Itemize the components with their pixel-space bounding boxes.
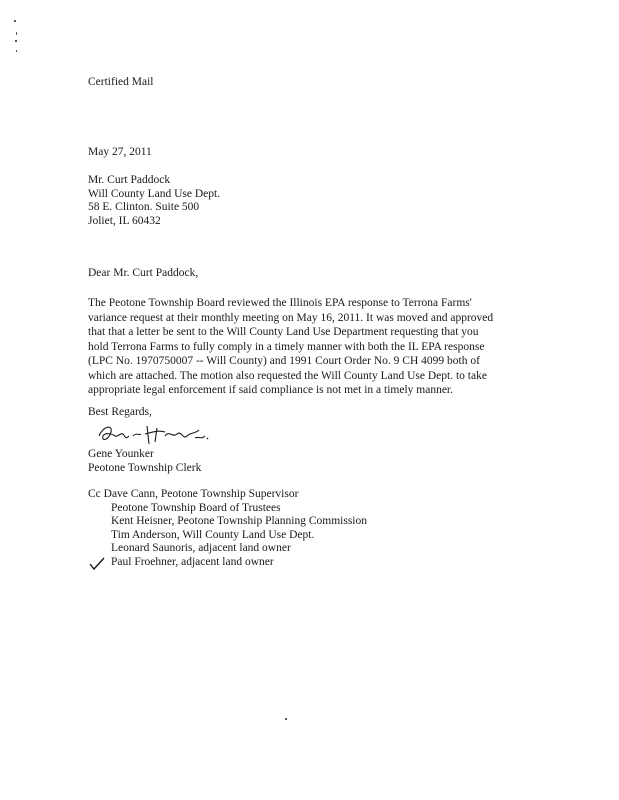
handwritten-signature — [95, 418, 215, 448]
body-line: which are attached. The motion also requested the Will County Land Use Dept. to take — [88, 369, 487, 382]
delivery-method: Certified Mail — [88, 76, 154, 88]
checkmark-icon — [88, 556, 106, 572]
body-line: (LPC No. 1970750007 -- Will County) and 1991 Court Order No. 9 CH 4099 both of — [88, 355, 480, 367]
body-line: The Peotone Township Board reviewed the Illinois EPA response to Terrona Farms' — [88, 297, 472, 309]
recipient-street: 58 E. Clinton. Suite 500 — [88, 201, 200, 213]
body-line: that that a letter be sent to the Will County Land Use Department requesting that you — [88, 326, 479, 338]
cc-list — [88, 488, 367, 569]
cc-item: Tim Anderson, Will County Land Use Dept. — [111, 528, 315, 541]
cc-item: Paul Froehner, adjacent land owner — [111, 555, 274, 568]
scan-speck — [15, 40, 17, 42]
recipient-department: Will County Land Use Dept. — [88, 187, 221, 200]
letter-body — [88, 296, 528, 398]
cc-item: Cc Dave Cann, Peotone Township Supervisor — [88, 488, 299, 500]
scan-speck — [16, 32, 17, 35]
scan-speck — [285, 718, 287, 720]
body-line: variance request at their monthly meeting on May 16, 2011. It was moved and approved — [88, 311, 494, 324]
cc-item: Kent Heisner, Peotone Township Planning Commission — [111, 515, 367, 527]
cc-item: Peotone Township Board of Trustees — [111, 501, 281, 514]
recipient-name: Mr. Curt Paddock — [88, 174, 171, 186]
recipient-address — [88, 174, 220, 228]
body-line: appropriate legal enforcement if said compliance is not met in a timely manner. — [88, 384, 453, 396]
scan-speck — [14, 20, 16, 22]
recipient-city: Joliet, IL 60432 — [88, 214, 161, 227]
signer-title: Peotone Township Clerk — [88, 461, 202, 474]
body-line: hold Terrona Farms to fully comply in a timely manner with both the IL EPA response — [88, 340, 485, 353]
letter-date: May 27, 2011 — [88, 146, 152, 158]
signature-block — [88, 448, 201, 475]
cc-item: Leonard Saunoris, adjacent land owner — [111, 542, 291, 554]
closing-regards: Best Regards, — [88, 406, 152, 418]
salutation: Dear Mr. Curt Paddock, — [88, 267, 199, 279]
signer-name: Gene Younker — [88, 448, 154, 460]
scan-speck — [16, 50, 17, 52]
